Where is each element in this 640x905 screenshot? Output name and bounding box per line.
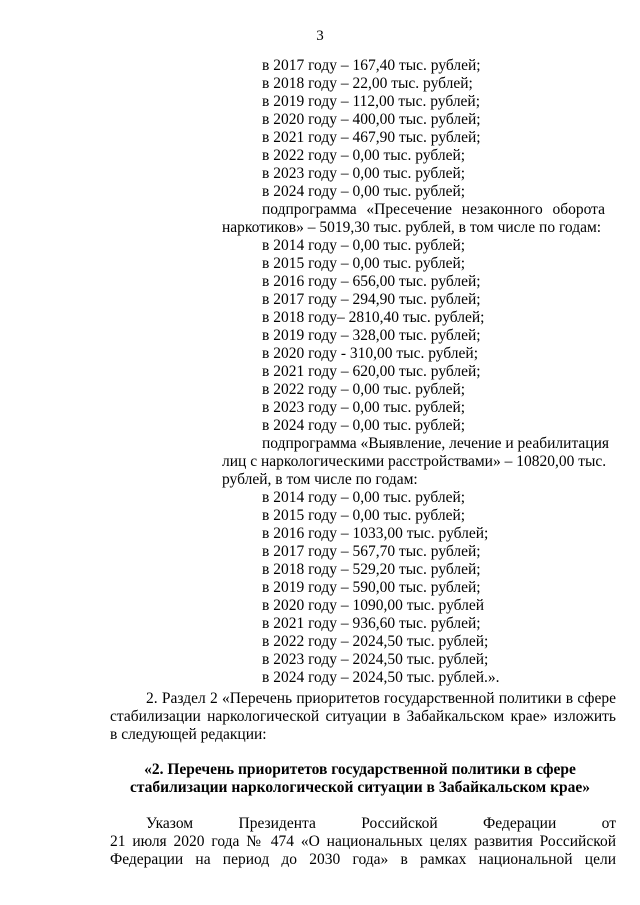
year-line: в 2023 году – 0,00 тыс. рублей; bbox=[262, 165, 466, 182]
section-heading-line: «2. Перечень приоритетов государственной политики в сфере bbox=[144, 761, 576, 778]
year-line: в 2019 году – 112,00 тыс. рублей; bbox=[262, 93, 481, 110]
year-line: в 2015 году – 0,00 тыс. рублей; bbox=[262, 255, 466, 272]
subprogram-title-line: наркотиков» – 5019,30 тыс. рублей, в том числе по годам: bbox=[222, 219, 602, 236]
year-line: в 2024 году – 0,00 тыс. рублей; bbox=[262, 183, 466, 200]
year-line: в 2020 году - 310,00 тыс. рублей; bbox=[262, 345, 479, 362]
subprogram-title-line: подпрограмма «Пресечение незаконного оборота bbox=[262, 201, 605, 218]
year-line: в 2022 году – 0,00 тыс. рублей; bbox=[262, 147, 466, 164]
body-paragraph-line: Федерации на период до 2030 года» в рамках национальной цели bbox=[110, 851, 616, 868]
year-line: в 2018 году – 529,20 тыс. рублей; bbox=[262, 561, 481, 578]
year-line: в 2018 году – 22,00 тыс. рублей; bbox=[262, 75, 473, 92]
section-heading-line: стабилизации наркологической ситуации в Забайкальском крае» bbox=[129, 779, 591, 796]
year-line: в 2018 году– 2810,40 тыс. рублей; bbox=[262, 309, 485, 326]
year-line: в 2017 году – 294,90 тыс. рублей; bbox=[262, 291, 481, 308]
year-line: в 2019 году – 328,00 тыс. рублей; bbox=[262, 327, 481, 344]
year-line: в 2022 году – 0,00 тыс. рублей; bbox=[262, 381, 466, 398]
body-paragraph-line: 21 июля 2020 года № 474 «О национальных целях развития Российской bbox=[110, 833, 616, 850]
subprogram-title-line: рублей, в том числе по годам: bbox=[222, 471, 418, 488]
year-line: в 2015 году – 0,00 тыс. рублей; bbox=[262, 507, 466, 524]
year-line: в 2022 году – 2024,50 тыс. рублей; bbox=[262, 633, 489, 650]
year-line: в 2023 году – 0,00 тыс. рублей; bbox=[262, 399, 466, 416]
year-line: в 2019 году – 590,00 тыс. рублей; bbox=[262, 579, 481, 596]
year-line: в 2021 году – 467,90 тыс. рублей; bbox=[262, 129, 481, 146]
year-line: в 2024 году – 2024,50 тыс. рублей.». bbox=[262, 669, 500, 686]
year-line: в 2021 году – 936,60 тыс. рублей; bbox=[262, 615, 481, 632]
subprogram-title-line: подпрограмма «Выявление, лечение и реабилитация bbox=[262, 435, 610, 452]
year-line: в 2014 году – 0,00 тыс. рублей; bbox=[262, 237, 466, 254]
year-line: в 2020 году – 1090,00 тыс. рублей bbox=[262, 597, 485, 614]
amendment-paragraph-line: стабилизации наркологической ситуации в Забайкальском крае» изложить bbox=[110, 708, 616, 725]
year-line: в 2023 году – 2024,50 тыс. рублей; bbox=[262, 651, 489, 668]
year-line: в 2024 году – 0,00 тыс. рублей; bbox=[262, 417, 466, 434]
subprogram-title-line: лиц с наркологическими расстройствами» – 10820,00 тыс. bbox=[222, 453, 607, 470]
year-line: в 2017 году – 567,70 тыс. рублей; bbox=[262, 543, 481, 560]
year-line: в 2020 году – 400,00 тыс. рублей; bbox=[262, 111, 481, 128]
year-line: в 2017 году – 167,40 тыс. рублей; bbox=[262, 57, 481, 74]
body-paragraph-line: Указом Президента Российской Федерации от bbox=[146, 815, 616, 832]
year-line: в 2021 году – 620,00 тыс. рублей; bbox=[262, 363, 481, 380]
amendment-paragraph-line: 2. Раздел 2 «Перечень приоритетов государственной политики в сфере bbox=[146, 690, 616, 707]
amendment-paragraph-line: в следующей редакции: bbox=[110, 726, 267, 743]
page-number: 3 bbox=[316, 28, 324, 44]
year-line: в 2014 году – 0,00 тыс. рублей; bbox=[262, 489, 466, 506]
year-line: в 2016 году – 1033,00 тыс. рублей; bbox=[262, 525, 489, 542]
year-line: в 2016 году – 656,00 тыс. рублей; bbox=[262, 273, 481, 290]
